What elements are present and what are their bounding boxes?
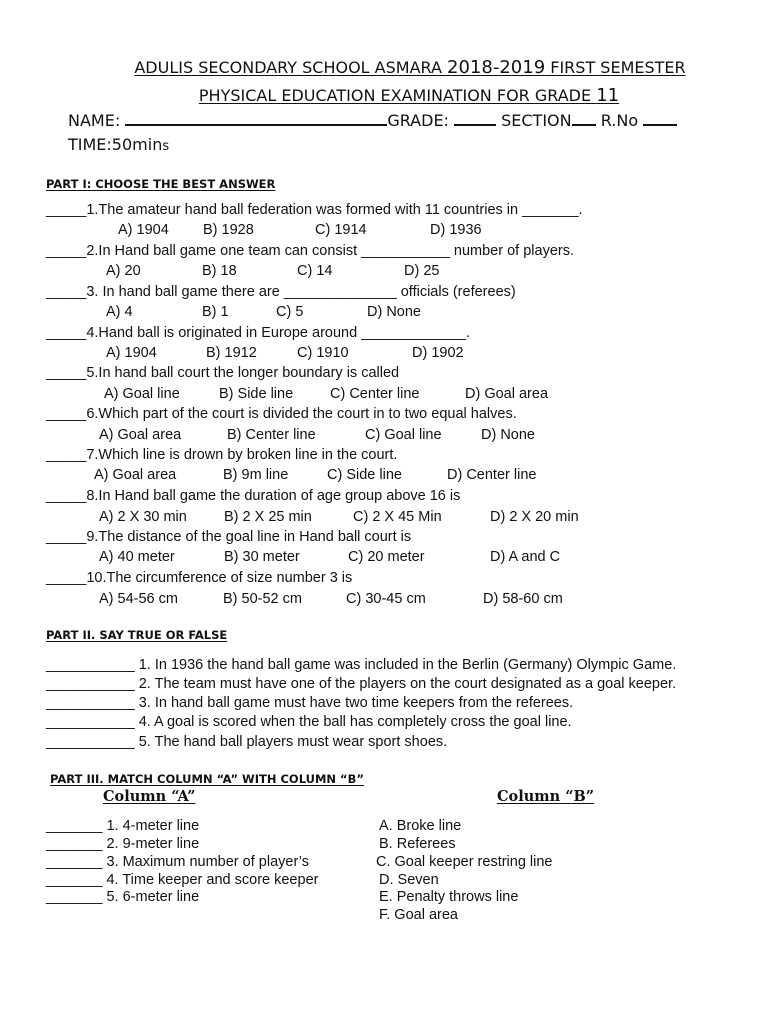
tf-item-4: ___________ 4. A goal is scored when the ball has completely cross the goal line. (46, 714, 572, 730)
question-4: _____4.Hand ball is originated in Europe around _____________. (46, 325, 471, 341)
match-b-b: B. Referees (379, 836, 456, 852)
q5-option-a[interactable]: A) Goal line (104, 386, 180, 402)
school-title (0, 57, 768, 78)
q6-option-b[interactable]: B) Center line (227, 427, 316, 443)
q8-option-d[interactable]: D) 2 X 20 min (490, 509, 579, 525)
grade-blank[interactable] (454, 110, 496, 126)
q5-option-d[interactable]: D) Goal area (465, 386, 549, 402)
section-label: SECTION (501, 111, 572, 130)
q6-option-a[interactable]: A) Goal area (99, 427, 182, 443)
exam-name: PHYSICAL EDUCATION EXAMINATION FOR GRADE (198, 86, 597, 105)
q1-option-b[interactable]: B) 1928 (203, 222, 254, 238)
name-label: NAME: (68, 111, 126, 130)
tf-item-2: ___________ 2. The team must have one of the players on the court designated as a goal keeper. (46, 676, 677, 692)
question-10: _____10.The circumference of size number 3 is (46, 570, 353, 586)
time-label: TIME:50min (68, 135, 163, 154)
q8-option-c[interactable]: C) 2 X 45 Min (353, 509, 442, 525)
q10-option-b[interactable]: B) 50-52 cm (223, 591, 302, 607)
q2-option-b[interactable]: B) 18 (202, 263, 237, 279)
school-name: ADULIS SECONDARY SCHOOL ASMARA (134, 58, 448, 77)
column-a-title: Column “A” (103, 788, 196, 805)
question-9: _____9.The distance of the goal line in Hand ball court is (46, 529, 412, 545)
q10-option-d[interactable]: D) 58-60 cm (483, 591, 563, 607)
q5-option-b[interactable]: B) Side line (219, 386, 294, 402)
q1-option-c[interactable]: C) 1914 (315, 222, 367, 238)
name-blank[interactable] (125, 110, 387, 126)
part2-title: PART II. SAY TRUE OR FALSE (46, 628, 228, 642)
match-b-a: A. Broke line (379, 818, 462, 834)
q10-option-a[interactable]: A) 54-56 cm (99, 591, 178, 607)
q9-option-a[interactable]: A) 40 meter (99, 549, 175, 565)
q3-option-b[interactable]: B) 1 (202, 304, 229, 320)
tf-item-1: ___________ 1. In 1936 the hand ball game was included in the Berlin (Germany) Olympic Game. (46, 657, 677, 673)
match-a-1: _______ 1. 4-meter line (46, 818, 200, 834)
q1-option-a[interactable]: A) 1904 (118, 222, 169, 238)
q6-option-d[interactable]: D) None (481, 427, 535, 443)
tf-item-3: ___________ 3. In hand ball game must have two time keepers from the referees. (46, 695, 574, 711)
time-suffix: s (162, 139, 170, 154)
student-info-line (68, 110, 677, 130)
q7-option-b[interactable]: B) 9m line (223, 467, 289, 483)
column-b-title: Column “B” (497, 788, 595, 805)
q5-option-c[interactable]: C) Center line (330, 386, 420, 402)
q2-option-d[interactable]: D) 25 (404, 263, 440, 279)
grade-number: 11 (596, 85, 620, 106)
q3-option-c[interactable]: C) 5 (276, 304, 304, 320)
q4-option-b[interactable]: B) 1912 (206, 345, 257, 361)
exam-title (0, 85, 768, 106)
semester: FIRST SEMESTER (545, 58, 686, 77)
question-1: _____1.The amateur hand ball federation was formed with 11 countries in _______. (46, 202, 583, 218)
q7-option-a[interactable]: A) Goal area (94, 467, 177, 483)
academic-year: 2018-2019 (447, 57, 546, 78)
q3-option-d[interactable]: D) None (367, 304, 421, 320)
match-b-d: D. Seven (379, 872, 439, 888)
q6-option-c[interactable]: C) Goal line (365, 427, 442, 443)
rno-label: R.No (600, 111, 644, 130)
time-line (68, 135, 169, 154)
section-blank[interactable] (572, 110, 596, 126)
question-5: _____5.In hand ball court the longer boundary is called (46, 365, 400, 381)
match-a-3: _______ 3. Maximum number of player’s (46, 854, 310, 870)
question-3: _____3. In hand ball game there are ______________ officials (referees) (46, 284, 516, 300)
q4-option-d[interactable]: D) 1902 (412, 345, 464, 361)
match-b-f: F. Goal area (379, 907, 458, 923)
part3-title: PART III. MATCH COLUMN “A” WITH COLUMN “B” (50, 772, 364, 786)
q3-option-a[interactable]: A) 4 (106, 304, 133, 320)
q1-option-d[interactable]: D) 1936 (430, 222, 482, 238)
question-7: _____7.Which line is drown by broken line in the court. (46, 447, 398, 463)
match-a-2: _______ 2. 9-meter line (46, 836, 200, 852)
q10-option-c[interactable]: C) 30-45 cm (346, 591, 426, 607)
match-b-c: C. Goal keeper restring line (376, 854, 553, 870)
question-2: _____2.In Hand ball game one team can consist ___________ number of players. (46, 243, 574, 259)
rno-blank[interactable] (643, 110, 677, 126)
question-8: _____8.In Hand ball game the duration of age group above 16 is (46, 488, 461, 504)
q9-option-c[interactable]: C) 20 meter (348, 549, 425, 565)
q2-option-c[interactable]: C) 14 (297, 263, 333, 279)
match-a-5: _______ 5. 6-meter line (46, 889, 200, 905)
tf-item-5: ___________ 5. The hand ball players must wear sport shoes. (46, 734, 448, 750)
match-b-e: E. Penalty throws line (379, 889, 519, 905)
q9-option-d[interactable]: D) A and C (490, 549, 561, 565)
grade-label: GRADE: (387, 111, 455, 130)
part1-title: PART I: CHOOSE THE BEST ANSWER (46, 177, 276, 191)
q2-option-a[interactable]: A) 20 (106, 263, 141, 279)
q7-option-d[interactable]: D) Center line (447, 467, 537, 483)
q8-option-b[interactable]: B) 2 X 25 min (224, 509, 312, 525)
q4-option-c[interactable]: C) 1910 (297, 345, 349, 361)
q8-option-a[interactable]: A) 2 X 30 min (99, 509, 187, 525)
match-a-4: _______ 4. Time keeper and score keeper (46, 872, 319, 888)
q7-option-c[interactable]: C) Side line (327, 467, 402, 483)
question-6: _____6.Which part of the court is divided the court in to two equal halves. (46, 406, 517, 422)
q9-option-b[interactable]: B) 30 meter (224, 549, 300, 565)
q4-option-a[interactable]: A) 1904 (106, 345, 157, 361)
